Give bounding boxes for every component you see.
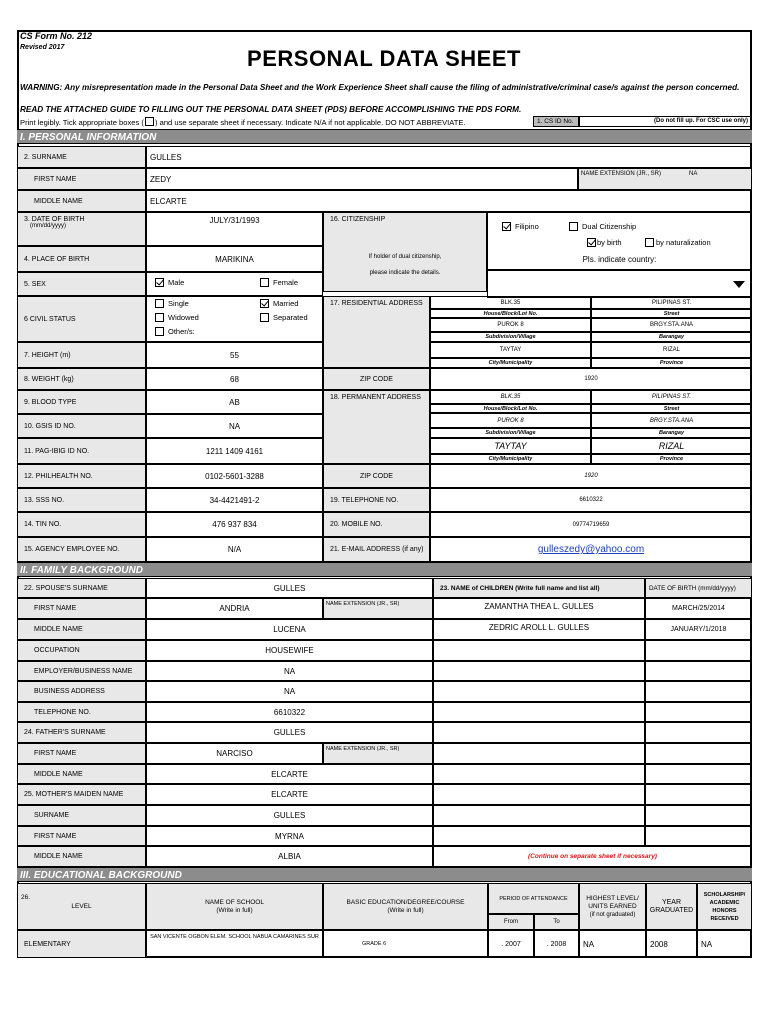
filipino-option[interactable]: Filipino <box>502 222 539 231</box>
child-name-3[interactable] <box>433 640 645 661</box>
telephone-label: 19. TELEPHONE NO. <box>323 488 430 512</box>
child-dob-12[interactable] <box>645 826 752 846</box>
middle-name-label: MIDDLE NAME <box>17 190 146 212</box>
email-label: 21. E-MAIL ADDRESS (if any) <box>323 537 430 562</box>
philhealth-label: 12. PHILHEALTH NO. <box>17 464 146 488</box>
single-checkbox[interactable] <box>155 299 164 308</box>
sample-tick-box <box>145 117 154 126</box>
res-zip-field[interactable]: 1920 <box>430 368 752 390</box>
child-name-6[interactable] <box>433 702 645 722</box>
spouse-first-name-label: FIRST NAME <box>17 598 146 619</box>
married-option[interactable]: Married <box>260 299 298 308</box>
by-birth-checkbox[interactable] <box>587 238 596 247</box>
perm-city-field[interactable]: TAYTAY <box>430 438 591 454</box>
res-province-field[interactable]: RIZAL <box>591 342 752 358</box>
separated-option[interactable]: Separated <box>260 313 308 322</box>
blood-type-label: 9. BLOOD TYPE <box>17 390 146 414</box>
child-name-5[interactable] <box>433 681 645 702</box>
warning-text: WARNING: Any misrepresentation made in the Personal Data Sheet and the Work Experience Sheet shall cause the filing of administrative/criminal case/s against the person concerned. <box>20 83 740 92</box>
sss-field[interactable]: 34-4421491-2 <box>146 488 323 512</box>
place-of-birth-field[interactable]: MARIKINA <box>146 246 323 272</box>
perm-house-caption: House/Block/Lot No. <box>430 404 591 413</box>
section-family-background: II. FAMILY BACKGROUND <box>17 562 752 577</box>
residential-address-label: 17. RESIDENTIAL ADDRESS <box>323 296 430 368</box>
sex-label: 5. SEX <box>17 272 146 296</box>
section-personal-information: I. PERSONAL INFORMATION <box>17 129 752 144</box>
perm-street-field[interactable]: PILIPINAS ST. <box>591 390 752 404</box>
chevron-down-icon[interactable] <box>733 281 745 288</box>
country-select[interactable] <box>487 270 752 298</box>
tin-label: 14. TIN NO. <box>17 512 146 537</box>
business-address-label: BUSINESS ADDRESS <box>17 681 146 702</box>
res-street-field[interactable]: PILIPINAS ST. <box>591 296 752 309</box>
pagibig-label: 11. PAG-IBIG ID NO. <box>17 438 146 464</box>
continue-note: (Continue on separate sheet if necessary) <box>433 846 752 867</box>
res-barangay-caption: Barangay <box>591 332 752 342</box>
perm-barangay-field[interactable]: BRGY.STA.ANA <box>591 413 752 428</box>
edu-to-elementary[interactable]: . 2008 <box>534 930 579 958</box>
permanent-address-label: 18. PERMANENT ADDRESS <box>323 390 430 464</box>
by-naturalization-checkbox[interactable] <box>645 238 654 247</box>
philhealth-field[interactable]: 0102-5601-3288 <box>146 464 323 488</box>
school-header: NAME OF SCHOOL (Write in full) <box>146 883 323 930</box>
father-middle-name-label: MIDDLE NAME <box>17 764 146 784</box>
period-header: PERIOD OF ATTENDANCE <box>488 883 579 914</box>
child-dob-10[interactable] <box>645 784 752 805</box>
others-option[interactable]: Other/s: <box>155 327 195 336</box>
perm-province-caption: Province <box>591 454 752 464</box>
children-header: 23. NAME of CHILDREN (Write full name and list all) <box>433 578 645 598</box>
name-extension-label: NAME EXTENSION (JR., SR) NA <box>578 168 752 190</box>
child-name-11[interactable] <box>433 805 645 826</box>
child-name-4[interactable] <box>433 661 645 681</box>
child-dob-7[interactable] <box>645 722 752 743</box>
res-barangay-field[interactable]: BRGY.STA.ANA <box>591 318 752 332</box>
mother-first-name-label: FIRST NAME <box>17 826 146 846</box>
edu-year-elementary[interactable]: 2008 <box>646 930 697 958</box>
male-option[interactable]: Male <box>155 278 184 287</box>
pagibig-field[interactable]: 1211 1409 4161 <box>146 438 323 464</box>
edu-course-elementary[interactable]: GRADE 6 <box>323 930 488 958</box>
married-checkbox[interactable] <box>260 299 269 308</box>
perm-zip-label: ZIP CODE <box>323 464 430 488</box>
child-dob-8[interactable] <box>645 743 752 764</box>
sss-label: 13. SSS NO. <box>17 488 146 512</box>
res-city-caption: City/Municipality <box>430 358 591 368</box>
date-of-birth-field[interactable]: JULY/31/1993 <box>146 212 323 246</box>
from-header: From <box>488 914 534 930</box>
female-option[interactable]: Female <box>260 278 298 287</box>
spouse-first-name-field[interactable]: ANDRIA <box>146 598 323 619</box>
spouse-telephone-label: TELEPHONE NO. <box>17 702 146 722</box>
mother-maiden-field[interactable]: ELCARTE <box>146 784 433 805</box>
child-dob-9[interactable] <box>645 764 752 784</box>
child-name-9[interactable] <box>433 764 645 784</box>
res-city-field[interactable]: TAYTAY <box>430 342 591 358</box>
height-label: 7. HEIGHT (m) <box>17 342 146 368</box>
occupation-label: OCCUPATION <box>17 640 146 661</box>
business-address-field[interactable]: NA <box>146 681 433 702</box>
agency-employee-field[interactable]: N/A <box>146 537 323 562</box>
blood-type-field[interactable]: AB <box>146 390 323 414</box>
father-middle-name-field[interactable]: ELCARTE <box>146 764 433 784</box>
first-name-field[interactable]: ZEDY <box>146 168 578 190</box>
weight-field[interactable]: 68 <box>146 368 323 390</box>
child-dob-5[interactable] <box>645 681 752 702</box>
mobile-field[interactable]: 09774719659 <box>430 512 752 537</box>
occupation-field[interactable]: HOUSEWIFE <box>146 640 433 661</box>
child-dob-2[interactable]: JANUARY/1/2018 <box>645 619 752 640</box>
child-dob-6[interactable] <box>645 702 752 722</box>
form-revision: Revised 2017 <box>20 44 65 51</box>
edu-honors-elementary[interactable]: NA <box>697 930 752 958</box>
spouse-surname-field[interactable]: GULLES <box>146 578 433 598</box>
child-dob-header: DATE OF BIRTH (mm/dd/yyyy) <box>645 578 752 598</box>
by-birth-option[interactable]: by birth <box>587 238 622 247</box>
date-of-birth-label: 3. DATE OF BIRTH (mm/dd/yyyy) <box>17 212 146 246</box>
res-subdivision-field[interactable]: PUROK 8 <box>430 318 591 332</box>
perm-province-field[interactable]: RIZAL <box>591 438 752 454</box>
mobile-label: 20. MOBILE NO. <box>323 512 430 537</box>
res-province-caption: Province <box>591 358 752 368</box>
perm-zip-field[interactable]: 1920 <box>430 464 752 488</box>
highest-level-header: HIGHEST LEVEL/ UNITS EARNED (if not graduated) <box>579 883 646 930</box>
year-graduated-header: YEAR GRADUATED <box>646 883 697 930</box>
father-name-ext-label: NAME EXTENSION (JR., SR) <box>323 743 433 764</box>
place-of-birth-label: 4. PLACE OF BIRTH <box>17 246 146 272</box>
child-name-7[interactable] <box>433 722 645 743</box>
child-dob-3[interactable] <box>645 640 752 661</box>
citizenship-label: 16. CITIZENSHIP <box>323 212 487 292</box>
separated-checkbox[interactable] <box>260 313 269 322</box>
perm-street-caption: Street <box>591 404 752 413</box>
others-checkbox[interactable] <box>155 327 164 336</box>
spouse-surname-label: 22. SPOUSE'S SURNAME <box>17 578 146 598</box>
spouse-middle-name-label: MIDDLE NAME <box>17 619 146 640</box>
surname-field[interactable]: GULLES <box>146 146 752 168</box>
spouse-middle-name-field[interactable]: LUCENA <box>146 619 433 640</box>
father-first-name-label: FIRST NAME <box>17 743 146 764</box>
widowed-checkbox[interactable] <box>155 313 164 322</box>
employer-label: EMPLOYER/BUSINESS NAME <box>17 661 146 681</box>
page-title: PERSONAL DATA SHEET <box>247 46 521 71</box>
cs-id-label: 1. CS ID No. <box>533 116 579 127</box>
middle-name-field[interactable]: ELCARTE <box>146 190 752 212</box>
gsis-field[interactable]: NA <box>146 414 323 438</box>
perm-house-field[interactable]: BLK.35 <box>430 390 591 404</box>
child-dob-1[interactable]: MARCH/25/2014 <box>645 598 752 619</box>
res-zip-label: ZIP CODE <box>323 368 430 390</box>
section-educational-background: III. EDUCATIONAL BACKGROUND <box>17 867 752 882</box>
spouse-name-ext-label: NAME EXTENSION (JR., SR) <box>323 598 433 619</box>
edu-school-elementary[interactable]: SAN VICENTE OGBON ELEM. SCHOOL NABUA CAMARINES SUR <box>146 930 323 958</box>
first-name-label: FIRST NAME <box>17 168 146 190</box>
father-first-name-field[interactable]: NARCISO <box>146 743 323 764</box>
civil-status-label: 6 CIVIL STATUS <box>17 296 146 342</box>
level-header: 26. LEVEL <box>17 883 146 930</box>
widowed-option[interactable]: Widowed <box>155 313 199 322</box>
email-field[interactable] <box>430 537 752 562</box>
res-subdivision-caption: Subdivision/Village <box>430 332 591 342</box>
mother-maiden-label: 25. MOTHER'S MAIDEN NAME <box>17 784 146 805</box>
child-name-1[interactable]: ZAMANTHA THEA L. GULLES <box>433 598 645 619</box>
by-naturalization-option[interactable]: by naturalization <box>645 238 711 247</box>
surname-label: 2. SURNAME <box>17 146 146 168</box>
cs-id-field[interactable]: (Do not fill up. For CSC use only) <box>579 116 752 127</box>
honors-header: SCHOLARSHIP/ ACADEMIC HONORS RECEIVED <box>697 883 752 930</box>
res-house-caption: House/Block/Lot No. <box>430 309 591 318</box>
dual-citizenship-checkbox[interactable] <box>569 222 578 231</box>
spouse-telephone-field[interactable]: 6610322 <box>146 702 433 722</box>
dual-citizenship-note: If holder of dual citizenship, please indicate the details. <box>368 254 442 276</box>
perm-city-caption: City/Municipality <box>430 454 591 464</box>
gsis-label: 10. GSIS ID NO. <box>17 414 146 438</box>
perm-subdivision-field[interactable]: PUROK 8 <box>430 413 591 428</box>
res-house-field[interactable]: BLK.35 <box>430 296 591 309</box>
child-name-8[interactable] <box>433 743 645 764</box>
employer-field[interactable]: NA <box>146 661 433 681</box>
telephone-field[interactable]: 6610322 <box>430 488 752 512</box>
child-dob-4[interactable] <box>645 661 752 681</box>
edu-highest-elementary[interactable]: NA <box>579 930 646 958</box>
edu-level-elementary: ELEMENTARY <box>17 930 146 958</box>
print-instructions: Print legibly. Tick appropriate boxes ( ) and use separate sheet if necessary. Indicate N/A if not applicable. DO NOT ABBREVIATE. <box>20 118 466 127</box>
tin-field[interactable]: 476 937 834 <box>146 512 323 537</box>
single-option[interactable]: Single <box>155 299 189 308</box>
child-name-10[interactable] <box>433 784 645 805</box>
mother-surname-field[interactable]: GULLES <box>146 805 433 826</box>
perm-subdivision-caption: Subdivision/Village <box>430 428 591 438</box>
name-extension-value[interactable]: NA <box>689 171 698 177</box>
guide-text: READ THE ATTACHED GUIDE TO FILLING OUT THE PERSONAL DATA SHEET (PDS) BEFORE ACCOMPLISHING THE PDS FORM. <box>20 105 522 114</box>
weight-label: 8. WEIGHT (kg) <box>17 368 146 390</box>
child-dob-11[interactable] <box>645 805 752 826</box>
course-header: BASIC EDUCATION/DEGREE/COURSE (Write in full) <box>323 883 488 930</box>
mother-surname-label: SURNAME <box>17 805 146 826</box>
mother-first-name-field[interactable]: MYRNA <box>146 826 433 846</box>
perm-barangay-caption: Barangay <box>591 428 752 438</box>
edu-from-elementary[interactable]: . 2007 <box>488 930 534 958</box>
to-header: To <box>534 914 579 930</box>
female-checkbox[interactable] <box>260 278 269 287</box>
dual-citizenship-option[interactable]: Dual Citizenship <box>569 222 636 231</box>
filipino-checkbox[interactable] <box>502 222 511 231</box>
male-checkbox[interactable] <box>155 278 164 287</box>
agency-employee-label: 15. AGENCY EMPLOYEE NO. <box>17 537 146 562</box>
mother-middle-name-field[interactable]: ALBIA <box>146 846 433 867</box>
form-number: CS Form No. 212 <box>20 31 93 41</box>
father-surname-field[interactable]: GULLES <box>146 722 433 743</box>
mother-middle-name-label: MIDDLE NAME <box>17 846 146 867</box>
height-field[interactable]: 55 <box>146 342 323 368</box>
email-link[interactable]: gulleszedy@yahoo.com <box>537 544 645 555</box>
country-label: Pls. indicate country: <box>582 255 657 264</box>
child-name-12[interactable] <box>433 826 645 846</box>
father-surname-label: 24. FATHER'S SURNAME <box>17 722 146 743</box>
child-name-2[interactable]: ZEDRIC AROLL L. GULLES <box>433 619 645 640</box>
res-street-caption: Street <box>591 309 752 318</box>
